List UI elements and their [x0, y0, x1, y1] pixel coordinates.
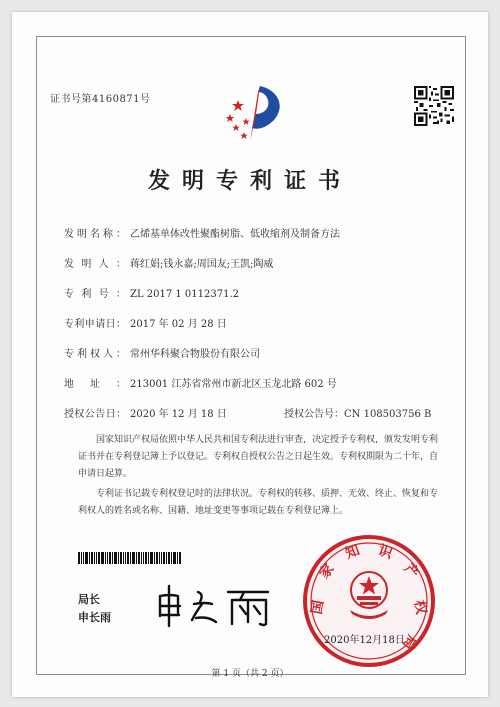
statement-paragraph-2: 专利证书记载专利权登记时的法律状况。专利权的转移、质押、无效、终止、恢复和专利权人的姓名或名称、国籍、地址变更等事项记载在专利登记簿上。 — [78, 489, 439, 516]
handwritten-signature-icon — [150, 582, 290, 630]
certificate-number: 证书号第4160871号 — [50, 94, 151, 105]
field-value: 蒋红娟;钱永嘉;周国友;王凯;陶威 — [130, 259, 274, 270]
field-label: 授权公告日： — [64, 409, 126, 420]
field-address — [64, 375, 337, 390]
svg-text:知: 知 — [343, 542, 362, 563]
field-value: 2017 年 02 月 28 日 — [130, 319, 227, 330]
field-value: 213001 江苏省常州市新北区玉龙北路 602 号 — [130, 379, 337, 390]
page-title: 发明专利证书 — [147, 169, 352, 194]
field-label: 专利申请日： — [64, 319, 126, 330]
qr-code-icon — [414, 86, 454, 126]
svg-text:国: 国 — [308, 599, 328, 616]
svg-text:家: 家 — [316, 560, 338, 582]
svg-text:产: 产 — [400, 560, 422, 582]
statement-paragraph-1: 国家知识产权局依照中华人民共和国专利法进行审查，决定授予专利权，颁发发明专利证书并在专利登记簿上予以登记。专利权自授权公告之日起生效。专利权期限为二十年，自申请日起算。 — [78, 435, 439, 479]
signature-title: 局长 — [78, 593, 100, 606]
field-value: ZL 2017 1 0112371.2 — [130, 289, 240, 300]
field-value: 2020 年 12 月 18 日 — [130, 409, 227, 420]
field-label: 发明人： — [64, 259, 126, 270]
field-label: 专利号： — [64, 289, 126, 300]
field-label: 发明名称： — [64, 229, 126, 240]
svg-text:权: 权 — [410, 599, 430, 616]
page-footer: 第 1 页（共 2 页） — [211, 669, 289, 679]
barcode-icon — [78, 552, 194, 564]
svg-text:局: 局 — [399, 631, 420, 653]
signature-name: 申长雨 — [78, 611, 111, 624]
field-value: 常州华科聚合物股份有限公司 — [130, 349, 260, 360]
seal-date: 2020年12月18日 — [324, 635, 405, 646]
field-invention-name — [64, 225, 340, 240]
announcement-number: 授权公告号：CN 108503756 B — [284, 409, 432, 420]
field-inventors — [64, 255, 273, 270]
field-grant-date — [64, 405, 227, 420]
svg-text:识: 识 — [376, 542, 395, 563]
cnipa-logo-icon — [220, 84, 298, 144]
field-patentee — [64, 345, 260, 360]
field-patent-number — [64, 285, 239, 300]
certificate-page — [12, 12, 488, 697]
field-value: 乙烯基单体改性聚酯树脂、低收缩剂及制备方法 — [130, 229, 340, 240]
field-label: 专利权人： — [64, 349, 126, 360]
field-application-date — [64, 315, 227, 330]
field-label: 地址： — [64, 379, 126, 390]
official-seal-icon — [300, 532, 438, 670]
